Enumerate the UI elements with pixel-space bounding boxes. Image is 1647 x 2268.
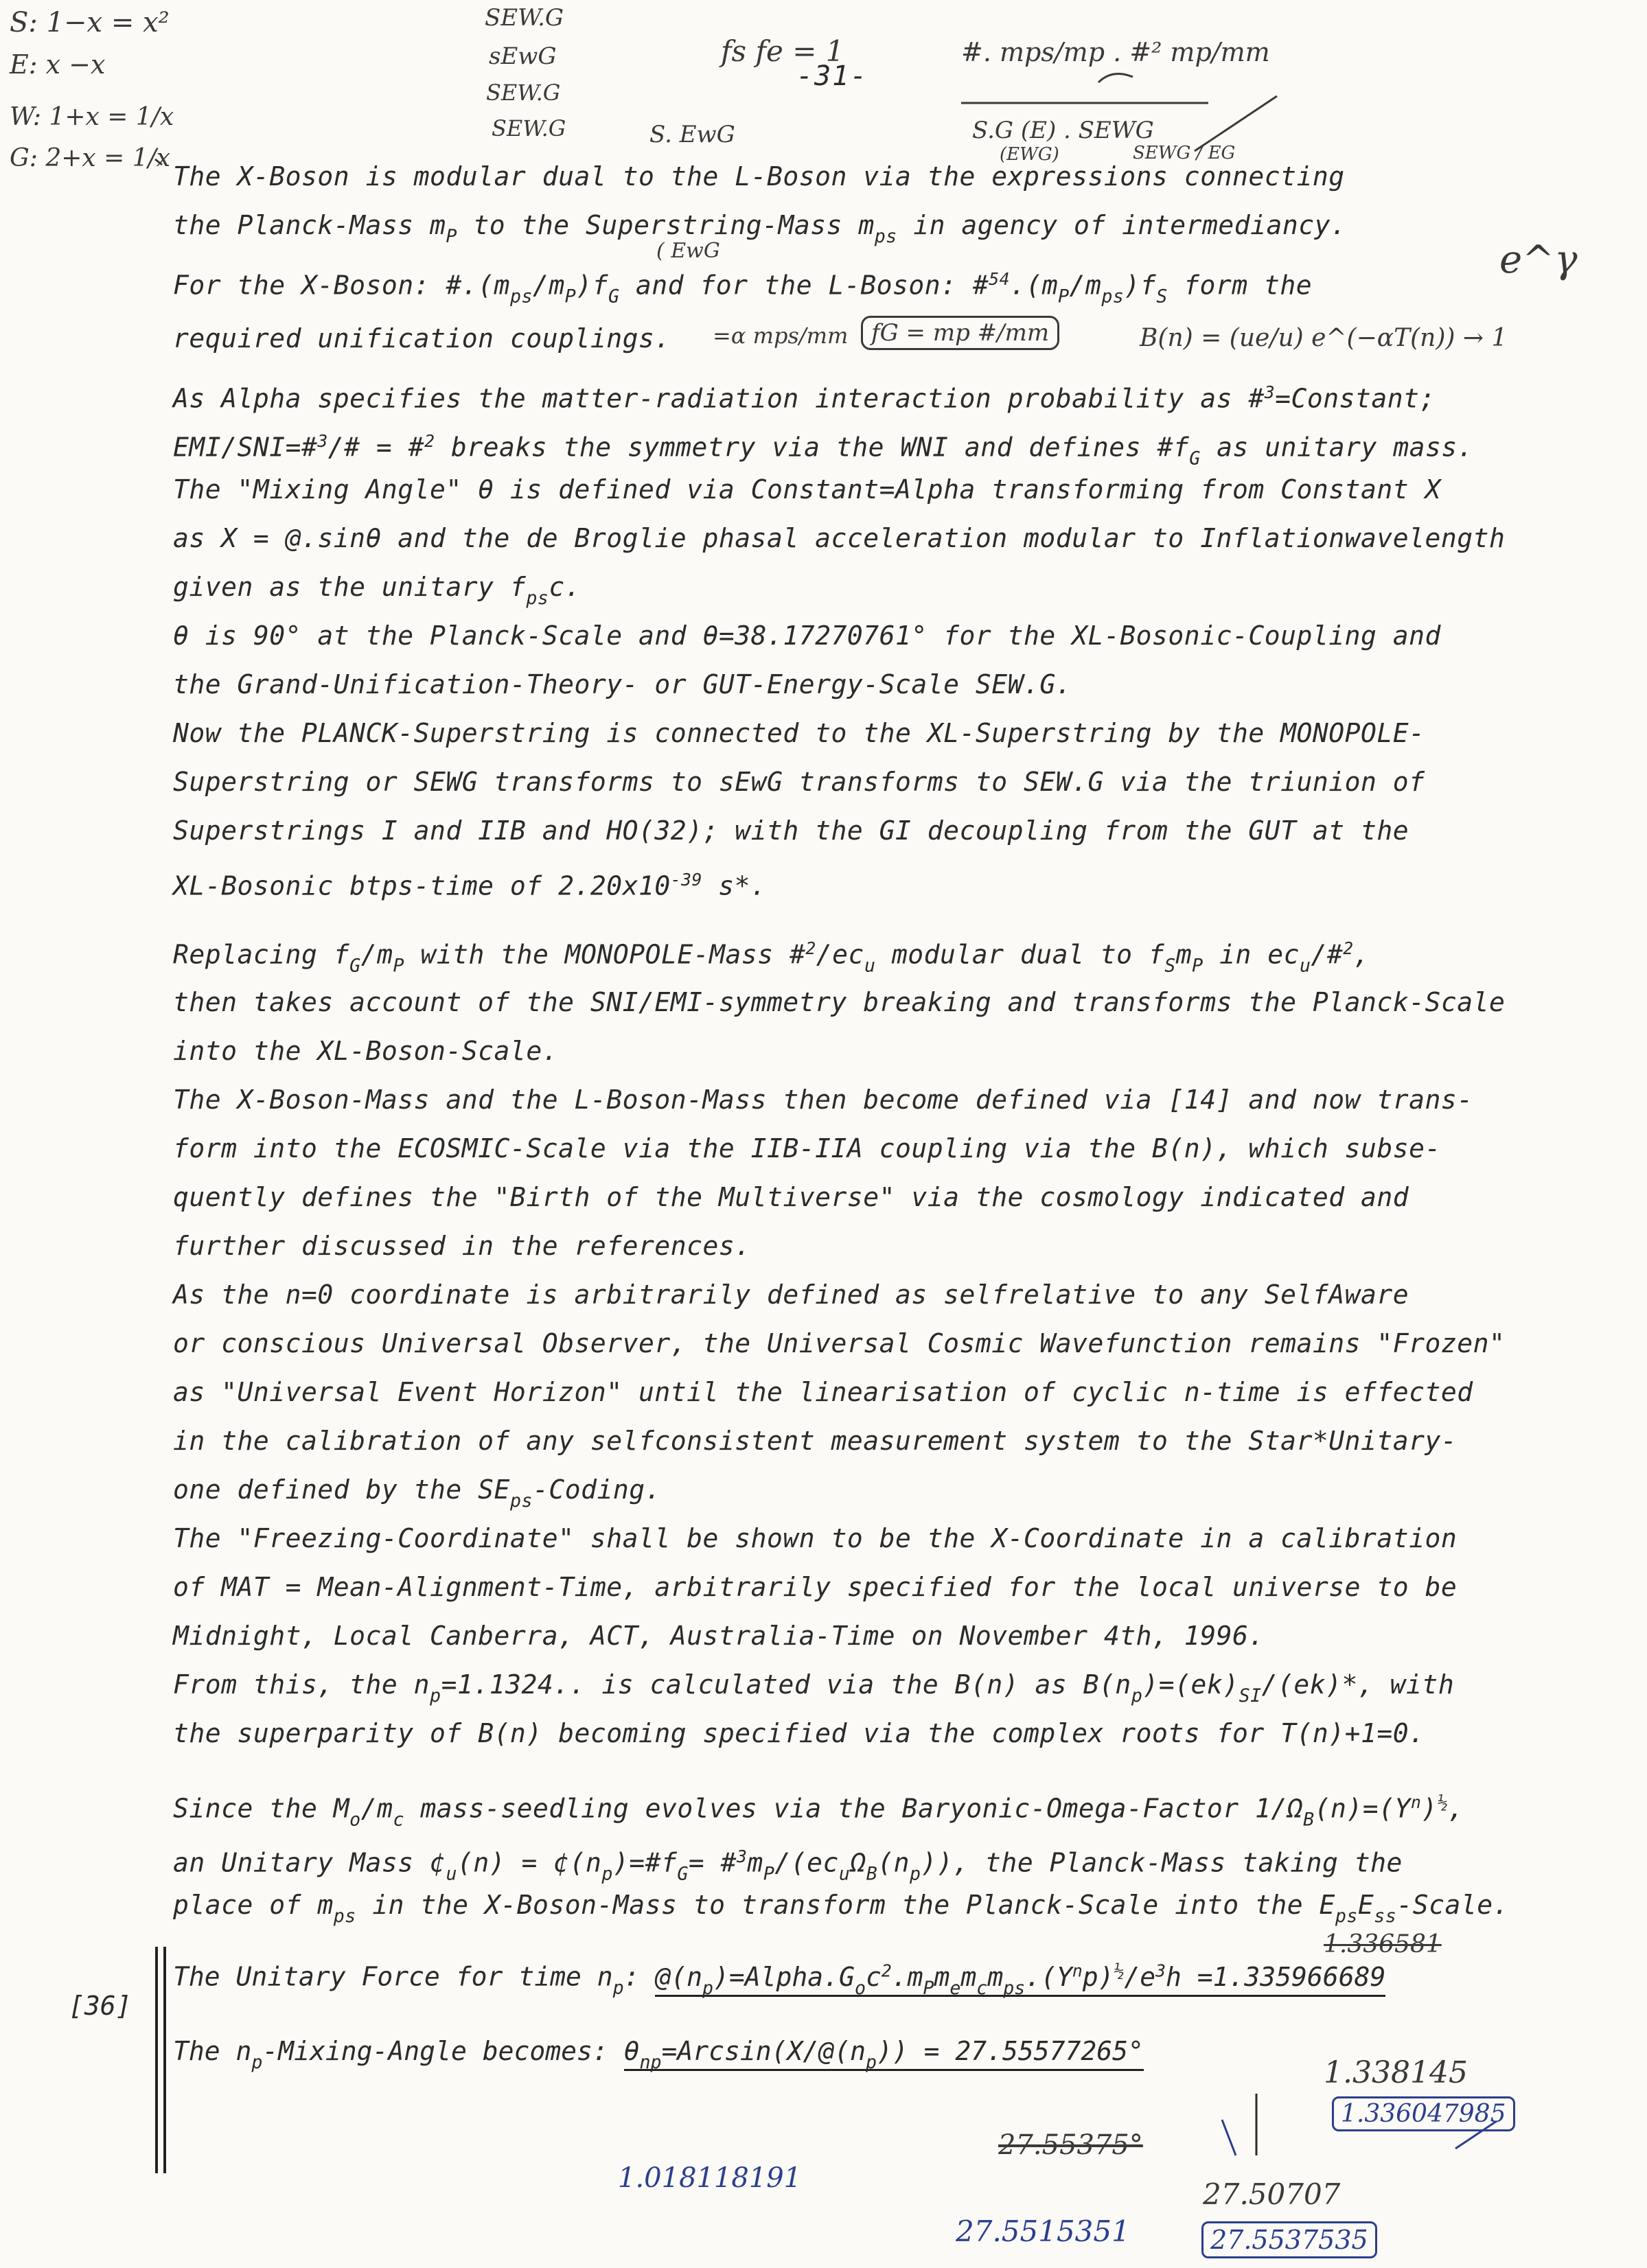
- text-line: EMI/SNI=#$^3$/# = #$^2$ breaks the symmetry via the WNI and defines $\#f_G$ as unitary mass.: [173, 431, 1474, 470]
- note-e-gamma: e^γ: [1499, 238, 1578, 282]
- text-line: further discussed in the references.: [173, 1231, 751, 1261]
- text-line: The "Freezing-Coordinate" shall be shown to be the X-Coordinate in a calibration: [173, 1523, 1458, 1553]
- note-sewg-2: sEwG: [489, 43, 557, 70]
- text-line: As Alpha specifies the matter-radiation interaction probability as #$^3$=Constant;: [173, 382, 1436, 414]
- text-line: For the X-Boson: $\#.(m_{ps}/m_P)f_G$ and for the L-Boson: $\#^{54}.(m_P/m_{ps})f_S$ form the: [173, 269, 1313, 308]
- margin-note-e: E: x −x: [10, 49, 106, 80]
- note-fs-fe: fs fe = 1: [721, 34, 844, 68]
- note-value-boxed-2: 27.5537535: [1201, 2221, 1377, 2258]
- note-sewg-3: SEW.G: [486, 80, 561, 106]
- body-text: [173, 152, 1560, 1930]
- note-sewg-1: SEW.G: [485, 4, 564, 32]
- text-line: as "Universal Event Horizon" until the linearisation of cyclic n-time is effected: [173, 1377, 1473, 1407]
- text-line: The "Mixing Angle" θ is defined via Constant=Alpha transforming from Constant X: [173, 474, 1441, 505]
- text-line: as X = @.sinθ and the de Broglie phasal acceleration modular to Inflationwavelength: [173, 523, 1506, 553]
- note-value-27551: 27.5515351: [956, 2214, 1130, 2248]
- text-line: in the calibration of any selfconsistent measurement system to the Star*Unitary-: [173, 1426, 1458, 1456]
- note-sewg-4: SEW.G: [492, 115, 566, 141]
- note-mass-ratio: #. mps/mp . #² mp/mm: [961, 37, 1270, 67]
- note-fg-box: fG = mp #/mm: [861, 316, 1059, 350]
- note-s-ewg: S. EwG: [649, 121, 735, 148]
- unitary-force-equation: The Unitary Force for time $n_p$: $@(n_p)=Alpha.G_oc^2.m_Pm_em_cm_{ps}.(Y^np)^{\frac{1}{2}}/e^3h =1.335966689$: [173, 1960, 1386, 1999]
- text-line: As the n=0 coordinate is arbitrarily defined as selfrelative to any SelfAware: [173, 1280, 1409, 1310]
- note-crossed-angle: 27.55375°: [998, 2129, 1143, 2161]
- note-crossed-value: 1.336581: [1324, 1930, 1442, 1958]
- text-line: the Planck-Mass $m_P$ to the Superstring-Mass $m_{ps}$ in agency of intermediancy.: [173, 210, 1347, 247]
- text-line: XL-Bosonic btps-time of $2.20x10^{-39}$ s*.: [173, 870, 767, 901]
- note-b-formula: B(n) = (ue/u) e^(−αT(n)) → 1: [1140, 324, 1508, 352]
- note-value-27507: 27.50707: [1203, 2177, 1341, 2211]
- margin-note-s: S: 1−x = x²: [10, 7, 170, 38]
- text-line: of MAT = Mean-Alignment-Time, arbitrarily specified for the local universe to be: [173, 1572, 1458, 1602]
- margin-note-g: G: 2+x = 1/x: [10, 144, 171, 172]
- text-line: into the XL-Boson-Scale.: [173, 1036, 559, 1066]
- text-line: quently defines the "Birth of the Multiverse" via the cosmology indicated and: [173, 1182, 1409, 1212]
- text-line: form into the ECOSMIC-Scale via the IIB-IIA coupling via the B(n), which subse-: [173, 1133, 1441, 1164]
- text-line: then takes account of the SNI/EMI-symmetry breaking and transforms the Planck-Scale: [173, 987, 1506, 1017]
- mixing-angle-equation: The $n_p-Mixing$-Angle becomes: $\theta_{np}=Arcsin(X/@(n_p)) = 27.55577265^\circ$: [173, 2036, 1144, 2073]
- text-line: Since the $M_o/m_c$ mass-seedling evolves via the Baryonic-Omega-Factor $1/\Omega_B(n)=(Y^n)^{\frac{1}{2}}$,: [173, 1792, 1464, 1831]
- text-line: the Grand-Unification-Theory- or GUT-Energy-Scale SEW.G.: [173, 669, 1072, 699]
- note-value-1338145: 1.338145: [1324, 2055, 1468, 2090]
- text-line: Superstring or SEWG transforms to sEwG transforms to SEW.G via the triunion of: [173, 767, 1425, 797]
- note-cewg-above: ( EwG: [656, 239, 720, 263]
- note-value-boxed: 1.336047985: [1332, 2096, 1515, 2131]
- text-line: an Unitary Mass $¢_u(n)$ = $¢(n_p)=\#f_G=$ $\#^3m_P/(ec_u\Omega_B(n_p))$, the Planck-Mass taking the: [173, 1847, 1403, 1885]
- equation-reference: [36]: [69, 1991, 132, 2021]
- page-number: -31-: [796, 60, 868, 92]
- text-line: one defined by the $SE_{ps}$-Coding.: [173, 1474, 661, 1512]
- text-line: given as the unitary $f_{ps}c$.: [173, 572, 581, 609]
- margin-bracket-line: [163, 1947, 166, 2173]
- note-cewg: (EWG): [1000, 144, 1059, 165]
- text-line: The X-Boson-Mass and the L-Boson-Mass then become defined via [14] and now trans-: [173, 1085, 1473, 1115]
- text-line: place of $m_{ps}$ in the X-Boson-Mass to transform the Planck-Scale into the $E_{ps}E_{ss}$-Scale.: [173, 1890, 1509, 1927]
- note-sewg-eg: SEWG / EG: [1133, 143, 1236, 163]
- text-line: θ is 90° at the Planck-Scale and θ=38.17270761° for the XL-Bosonic-Coupling and: [173, 621, 1441, 651]
- text-line: From this, the $n_p=1.1324$.. is calculated via the B(n) as $B(n_p)=(ek)_{SI}/(ek)*$, with: [173, 1669, 1455, 1706]
- note-value-1018: 1.018118191: [618, 2162, 802, 2194]
- text-line: The X-Boson is modular dual to the L-Boson via the expressions connecting: [173, 161, 1345, 192]
- text-line: or conscious Universal Observer, the Universal Cosmic Wavefunction remains "Frozen": [173, 1328, 1506, 1358]
- margin-note-w: W: 1+x = 1/x: [10, 103, 174, 131]
- margin-bracket-line: [155, 1947, 158, 2173]
- text-line: the superparity of B(n) becoming specified via the complex roots for T(n)+1=0.: [173, 1718, 1425, 1748]
- text-line: Midnight, Local Canberra, ACT, Australia-Time on November 4th, 1996.: [173, 1621, 1265, 1651]
- text-line: required unification couplings.: [173, 323, 671, 354]
- text-line: Now the PLANCK-Superstring is connected to the XL-Superstring by the MONOPOLE-: [173, 718, 1425, 748]
- text-line: Superstrings I and IIB and HO(32); with the GI decoupling from the GUT at the: [173, 815, 1409, 846]
- note-alpha-ratio: =α mps/mm: [713, 323, 849, 349]
- note-sg-e: S.G (E) . SEWG: [972, 117, 1154, 144]
- text-line: Replacing $f_G/m_P$ with the MONOPOLE-Mass $\#^2/ec_u$ modular dual to $f_Sm_P$ in $ec_u/\#^2$,: [173, 938, 1370, 977]
